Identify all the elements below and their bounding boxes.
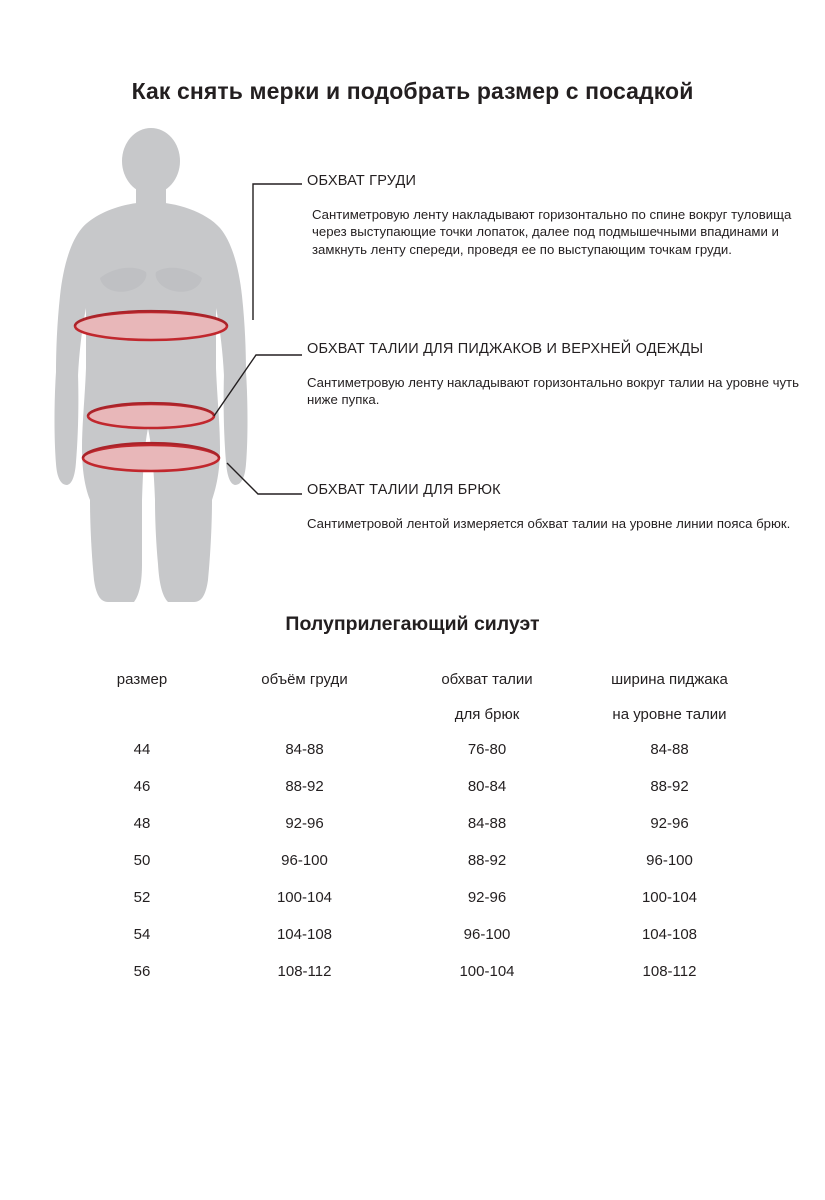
table-row (72, 731, 762, 768)
table-cell-jacket-width: 96-100 (646, 852, 693, 869)
table-cell-jacket-width: 92-96 (650, 815, 689, 832)
table-cell-chest: 92-96 (285, 815, 324, 832)
callout-waist-girth-jacket-title: ОБХВАТ ТАЛИИ ДЛЯ ПИДЖАКОВ И ВЕРХНЕЙ ОДЕЖДЫ (307, 341, 704, 357)
table-row (72, 916, 762, 953)
callout-chest-girth-title: ОБХВАТ ГРУДИ (307, 173, 417, 189)
callout-waist-girth-trousers-title: ОБХВАТ ТАЛИИ ДЛЯ БРЮК (307, 482, 501, 498)
table-cell-waist-trousers: 92-96 (467, 889, 507, 906)
table-cell-size: 50 (133, 852, 151, 869)
table-cell-size: 56 (133, 963, 151, 980)
table-cell-jacket-width: 104-108 (641, 926, 698, 943)
table-cell-jacket-width: 100-104 (641, 889, 698, 906)
table-subheader-cell: для брюк (454, 706, 520, 723)
table-cell-jacket-width: 84-88 (650, 741, 689, 758)
table-header-cell: объём груди (261, 670, 348, 688)
table-row (72, 953, 762, 990)
waist-trousers-measuring-tape (83, 443, 219, 471)
table-header-row (72, 660, 762, 698)
table-cell-size: 54 (133, 926, 151, 943)
table-cell-size: 48 (133, 815, 151, 832)
waist-jacket-measuring-tape (88, 403, 214, 428)
table-cell-chest: 100-104 (276, 889, 333, 906)
table-cell-jacket-width: 108-112 (642, 963, 697, 980)
table-cell-jacket-width: 88-92 (650, 778, 689, 795)
callout-waist-girth-jacket-body: Сантиметровую ленту накладывают горизонтально вокруг талии на уровне чуть ниже пупка. (307, 375, 799, 408)
table-cell-chest: 108-112 (277, 963, 332, 980)
callout-chest-girth (307, 173, 807, 258)
table-cell-waist-trousers: 88-92 (467, 852, 507, 869)
table-row (72, 879, 762, 916)
table-header-cell: размер (116, 670, 168, 688)
table-subheader-cell (72, 698, 212, 731)
table-cell-waist-trousers: 80-84 (467, 778, 507, 795)
table-header-cell: ширина пиджака (611, 670, 728, 688)
table-cell-chest: 104-108 (276, 926, 333, 943)
callout-waist-girth-trousers (307, 482, 807, 532)
size-table-caption: Полуприлегающий силуэт (285, 613, 540, 635)
table-cell-chest: 88-92 (285, 778, 324, 795)
chest-measuring-tape (75, 311, 227, 340)
table-header-cell: обхват талии (441, 670, 533, 688)
male-body-measurement-figure (30, 128, 300, 603)
page-title: Как снять мерки и подобрать размер с посадкой (131, 78, 694, 104)
table-cell-size: 52 (133, 889, 151, 906)
callout-waist-girth-trousers-body: Сантиметровой лентой измеряется обхват талии на уровне линии пояса брюк. (307, 516, 791, 531)
body-silhouette (55, 128, 248, 602)
table-cell-waist-trousers: 76-80 (467, 741, 507, 758)
table-row (72, 842, 762, 879)
table-cell-waist-trousers: 96-100 (463, 926, 511, 943)
table-subheader-cell (212, 698, 397, 731)
table-cell-size: 46 (133, 778, 151, 795)
table-subheader-cell: на уровне талии (612, 706, 727, 723)
table-row (72, 768, 762, 805)
table-row (72, 805, 762, 842)
callout-chest-girth-body: Сантиметровую ленту накладывают горизонтально по спине вокруг туловища через выступающие точки лопаток, далее под подмышечными впадинами и замкнуть ленту спереди, проведя ее по выступающим точкам груди. (312, 207, 792, 257)
table-cell-chest: 84-88 (285, 741, 324, 758)
table-subheader-row (72, 698, 762, 731)
table-cell-size: 44 (133, 741, 151, 758)
size-table (72, 660, 762, 990)
table-cell-waist-trousers: 84-88 (467, 815, 507, 832)
table-cell-chest: 96-100 (281, 852, 328, 869)
table-cell-waist-trousers: 100-104 (459, 963, 515, 980)
callout-waist-girth-jacket (307, 341, 817, 409)
